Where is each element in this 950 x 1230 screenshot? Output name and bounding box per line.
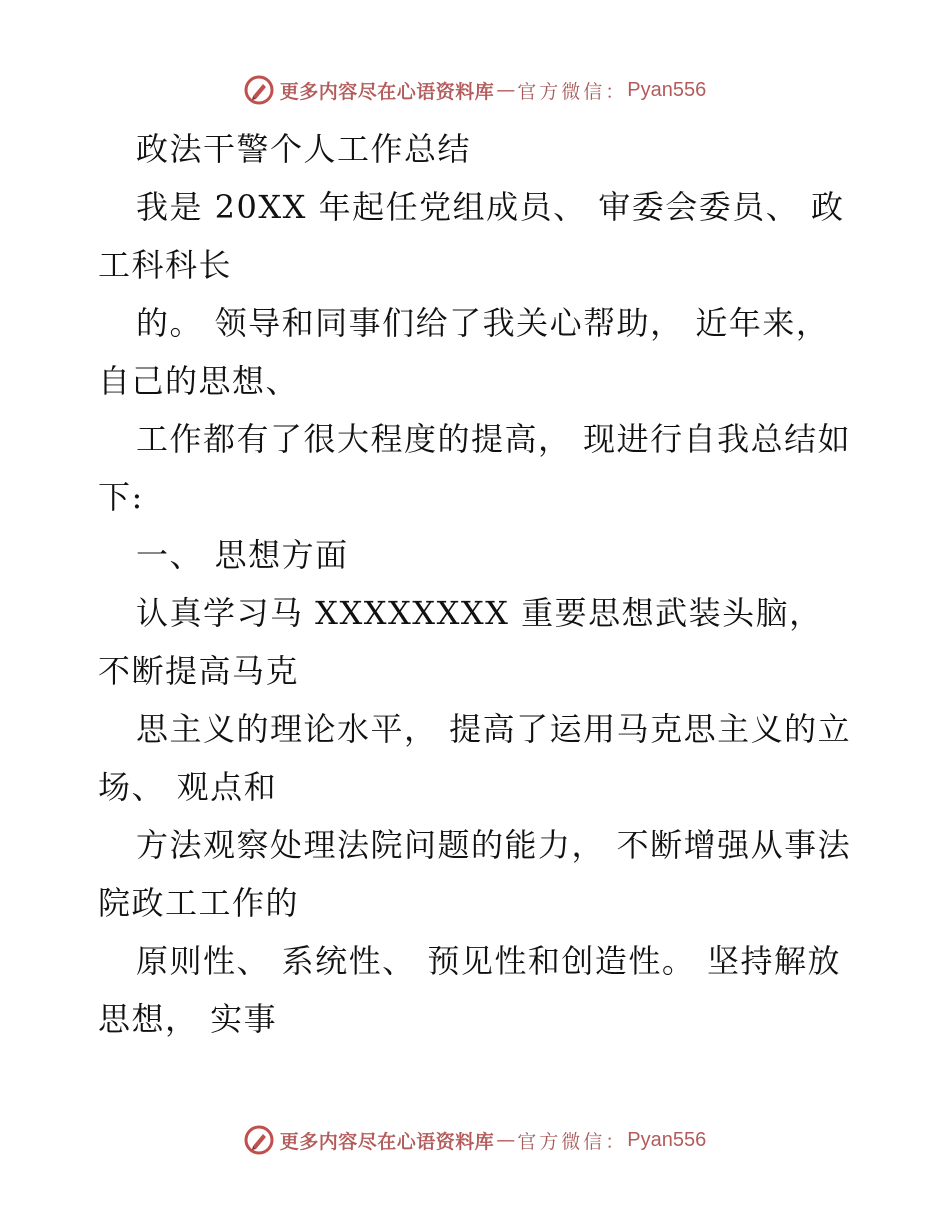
watermark-brand-text: 更多内容尽在心语资料库 bbox=[279, 1130, 495, 1153]
paragraph: 我是 20XX 年起任党组成员、 审委会委员、 政工科科长 bbox=[98, 188, 845, 284]
pen-logo-icon bbox=[244, 75, 274, 105]
paragraph: 认真学习马 XXXXXXXX 重要思想武装头脑， 不断提高马克 bbox=[98, 594, 835, 690]
paragraph: 工作都有了很大程度的提高， 现进行自我总结如下: bbox=[98, 420, 852, 516]
footer-watermark bbox=[0, 1120, 950, 1160]
watermark-brand-text: 更多内容尽在心语资料库 bbox=[279, 80, 495, 103]
watermark-label: 官方微信： bbox=[517, 80, 628, 103]
header-watermark bbox=[0, 70, 950, 110]
watermark-label: 官方微信： bbox=[517, 1130, 628, 1153]
document-title: 政法干警个人工作总结 bbox=[136, 130, 472, 168]
section-heading: 一、 思想方面 bbox=[136, 536, 349, 574]
paragraph: 的。 领导和同事们给了我关心帮助， 近年来，自己的思想、 bbox=[98, 304, 830, 400]
watermark-separator: — bbox=[496, 1129, 516, 1151]
paragraph: 方法观察处理法院问题的能力， 不断增强从事法院政工工作的 bbox=[98, 826, 852, 922]
paragraph: 思主义的理论水平， 提高了运用马克思主义的立场、 观点和 bbox=[98, 710, 852, 806]
document-body bbox=[98, 120, 858, 1048]
paragraph: 原则性、 系统性、 预见性和创造性。 坚持解放思想， 实事 bbox=[98, 942, 842, 1038]
watermark-separator: — bbox=[496, 79, 516, 101]
pen-logo-icon bbox=[244, 1125, 274, 1155]
watermark-account-id: Pyan556 bbox=[627, 78, 707, 101]
watermark-account-id: Pyan556 bbox=[627, 1128, 707, 1151]
